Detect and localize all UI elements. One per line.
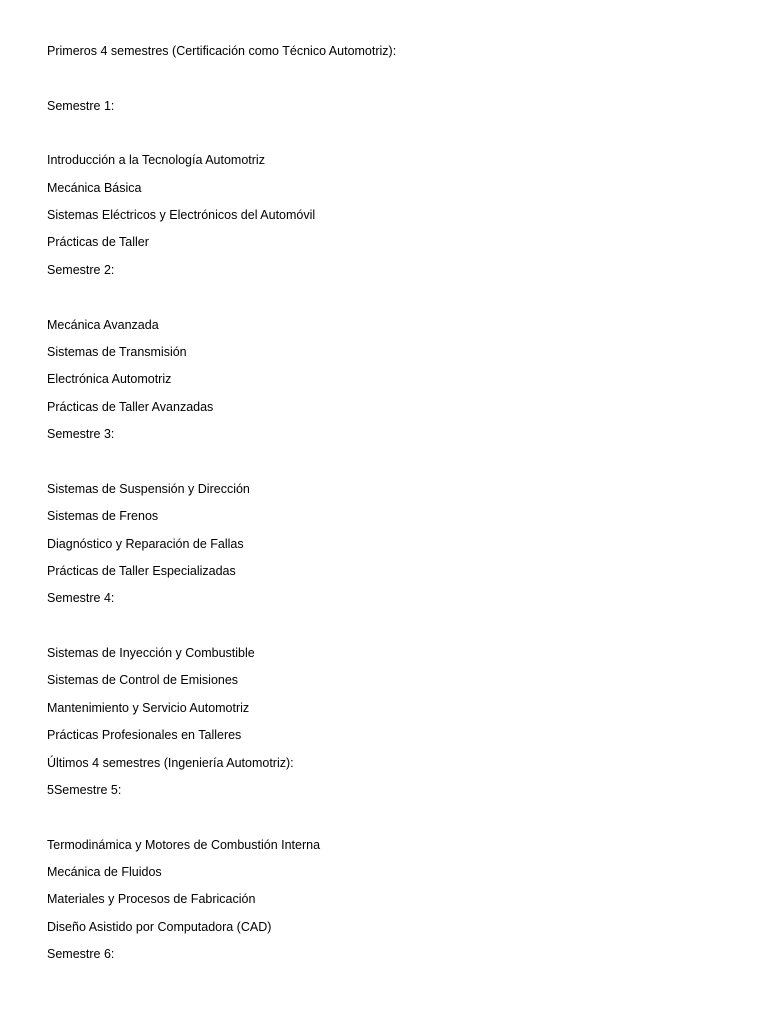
course-item: Sistemas de Control de Emisiones: [47, 673, 239, 687]
course-item: Sistemas de Transmisión: [47, 345, 187, 359]
section-heading-first-semesters: Primeros 4 semestres (Certificación como Técnico Automotriz):: [47, 44, 397, 58]
course-item: Introducción a la Tecnología Automotriz: [47, 153, 265, 167]
course-item: Prácticas de Taller: [47, 235, 149, 249]
semester-heading: Semestre 4:: [47, 591, 115, 605]
semester-heading: Semestre 2:: [47, 263, 115, 277]
semester-heading: Semestre 6:: [47, 947, 115, 961]
course-item: Sistemas de Frenos: [47, 509, 159, 523]
course-item: Prácticas de Taller Avanzadas: [47, 400, 214, 414]
course-item: Electrónica Automotriz: [47, 372, 172, 386]
course-item: Sistemas de Suspensión y Dirección: [47, 482, 250, 496]
course-item: Mecánica Básica: [47, 181, 142, 195]
course-item: Mecánica de Fluidos: [47, 865, 162, 879]
course-item: Materiales y Procesos de Fabricación: [47, 892, 256, 906]
course-item: Prácticas Profesionales en Talleres: [47, 728, 242, 742]
course-item: Sistemas de Inyección y Combustible: [47, 646, 255, 660]
course-item: Diagnóstico y Reparación de Fallas: [47, 537, 244, 551]
course-item: Prácticas de Taller Especializadas: [47, 564, 236, 578]
course-item: Termodinámica y Motores de Combustión Interna: [47, 838, 321, 852]
course-item: Sistemas Eléctricos y Electrónicos del Automóvil: [47, 208, 316, 222]
semester-heading: Semestre 3:: [47, 427, 115, 441]
semester-heading: 5Semestre 5:: [47, 783, 122, 797]
course-item: Mantenimiento y Servicio Automotriz: [47, 701, 250, 715]
section-heading-last-semesters: Últimos 4 semestres (Ingeniería Automotriz):: [47, 756, 294, 770]
course-item: Diseño Asistido por Computadora (CAD): [47, 920, 272, 934]
course-item: Mecánica Avanzada: [47, 318, 159, 332]
semester-heading: Semestre 1:: [47, 99, 115, 113]
